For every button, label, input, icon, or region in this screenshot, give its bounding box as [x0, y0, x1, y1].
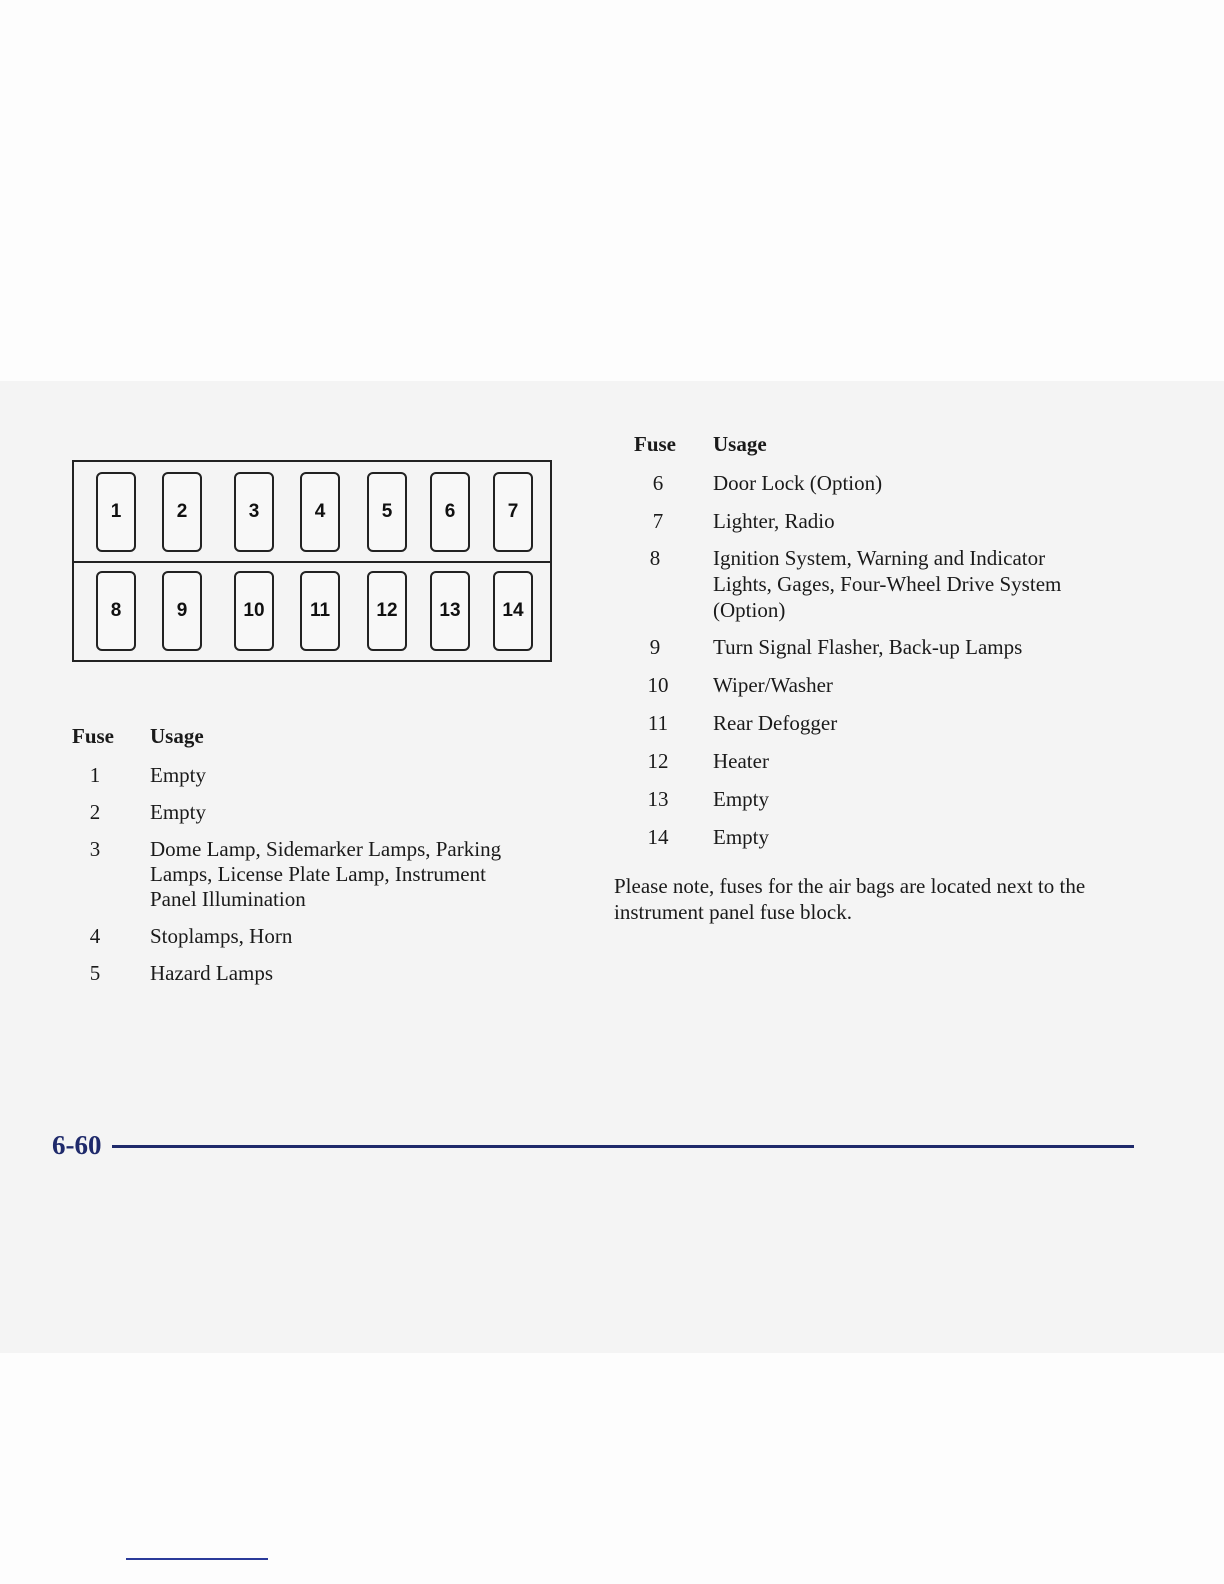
- fuse-usage: Stoplamps, Horn: [150, 924, 293, 948]
- fuse-usage: Empty: [713, 825, 769, 849]
- table-header-usage: Usage: [150, 724, 204, 748]
- fuse-usage: Wiper/Washer: [713, 673, 833, 697]
- fuse-slot-4: 4: [300, 472, 340, 552]
- fuse-slot-2: 2: [162, 472, 202, 552]
- fuse-number: 1: [89, 763, 101, 787]
- fuse-slot-1: 1: [96, 472, 136, 552]
- fuse-row-top: [74, 462, 550, 563]
- fuse-usage: Lighter, Radio: [713, 509, 835, 533]
- fuse-slot-13: 13: [430, 571, 470, 651]
- footer-rule: [112, 1145, 1134, 1148]
- fuse-usage: Empty: [713, 787, 769, 811]
- fuse-row-bottom: [74, 561, 550, 660]
- fuse-number: 4: [89, 924, 101, 948]
- fuse-slot-10: 10: [234, 571, 274, 651]
- fuse-usage-line: (Option): [713, 598, 786, 622]
- fuse-usage: Empty: [150, 763, 206, 787]
- fuse-slot-7: 7: [493, 472, 533, 552]
- fuse-slot-6: 6: [430, 472, 470, 552]
- table-header-usage: Usage: [713, 432, 767, 456]
- air-bag-fuse-note: [614, 873, 1144, 925]
- fuse-slot-3: 3: [234, 472, 274, 552]
- fuse-slot-8: 8: [96, 571, 136, 651]
- fuse-number: 10: [647, 673, 669, 697]
- fuse-slot-9: 9: [162, 571, 202, 651]
- fuse-number: 12: [647, 749, 669, 773]
- fuse-number: 13: [647, 787, 669, 811]
- fuse-block-diagram: [72, 460, 552, 662]
- fuse-number: 8: [649, 546, 661, 570]
- note-line: instrument panel fuse block.: [614, 900, 852, 924]
- fuse-usage: Heater: [713, 749, 769, 773]
- fuse-usage-line: Lamps, License Plate Lamp, Instrument: [150, 862, 486, 886]
- fuse-usage: Rear Defogger: [713, 711, 838, 735]
- fuse-slot-14: 14: [493, 571, 533, 651]
- fuse-number: 14: [647, 825, 669, 849]
- fuse-usage-table-left: [72, 724, 552, 1004]
- fuse-usage-line: Panel Illumination: [150, 887, 306, 911]
- fuse-usage: Turn Signal Flasher, Back-up Lamps: [713, 635, 1023, 659]
- page-number: 6-60: [52, 1130, 102, 1160]
- fuse-slot-11: 11: [300, 571, 340, 651]
- fuse-usage: Door Lock (Option): [713, 471, 883, 495]
- fuse-usage-table-right: [634, 432, 1174, 862]
- fuse-usage: Empty: [150, 800, 206, 824]
- fuse-number: 3: [89, 837, 101, 861]
- link-underline[interactable]: [126, 1558, 268, 1560]
- fuse-number: 9: [649, 635, 661, 659]
- fuse-usage-line: Ignition System, Warning and Indicator: [713, 546, 1046, 570]
- fuse-number: 11: [647, 711, 669, 735]
- fuse-usage-line: Dome Lamp, Sidemarker Lamps, Parking: [150, 837, 502, 861]
- fuse-slot-5: 5: [367, 472, 407, 552]
- fuse-number: 7: [652, 509, 664, 533]
- note-line: Please note, fuses for the air bags are located next to the: [614, 874, 1086, 898]
- table-header-fuse: Fuse: [72, 724, 114, 748]
- fuse-usage-line: Lights, Gages, Four-Wheel Drive System: [713, 572, 1062, 596]
- fuse-number: 2: [89, 800, 101, 824]
- table-header-fuse: Fuse: [634, 432, 676, 456]
- fuse-number: 5: [89, 961, 101, 985]
- fuse-slot-12: 12: [367, 571, 407, 651]
- fuse-usage: Hazard Lamps: [150, 961, 274, 985]
- fuse-number: 6: [652, 471, 664, 495]
